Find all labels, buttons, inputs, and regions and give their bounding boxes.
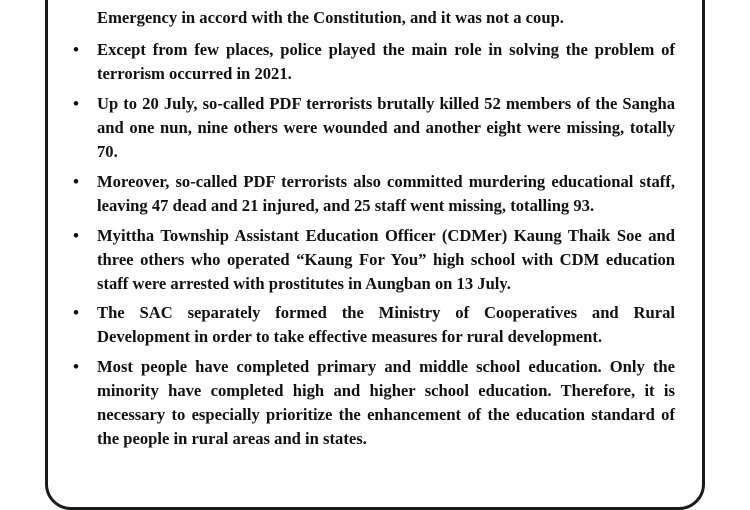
continuation-text: Emergency in accord with the Constitution, and it was not a coup. <box>97 8 564 27</box>
bullet-text: Myittha Township Assistant Education Officer (CDMer) Kaung Thaik Soe and three others who operated “Kaung For You” high school with CDM education staff were arrested with prostitutes in Aungban on 13 July. <box>97 226 675 293</box>
bullet-text: Most people have completed primary and middle school education. Only the minority have completed high and higher school education. Therefore, it is necessary to especially prioritize the enhancement of the education standard of the people in rural areas and in states. <box>97 357 675 448</box>
bullet-text: The SAC separately formed the Ministry of Cooperatives and Rural Development in order to take effective measures for rural development. <box>97 303 675 346</box>
bullet-icon: • <box>73 172 79 191</box>
bullet-icon: • <box>73 94 79 113</box>
bullet-icon: • <box>73 226 79 245</box>
bullet-text: Except from few places, police played the main role in solving the problem of terrorism occurred in 2021. <box>97 40 675 83</box>
bullet-text: Up to 20 July, so-called PDF terrorists brutally killed 52 members of the Sangha and one nun, nine others were wounded and another eight were missing, totally 70. <box>97 94 675 161</box>
bullet-text: Moreover, so-called PDF terrorists also committed murdering educational staff, leaving 47 dead and 21 injured, and 25 staff went missing, totalling 93. <box>97 172 675 215</box>
bullet-icon: • <box>73 40 79 59</box>
bullet-icon: • <box>73 357 79 376</box>
bullet-icon: • <box>73 303 79 322</box>
